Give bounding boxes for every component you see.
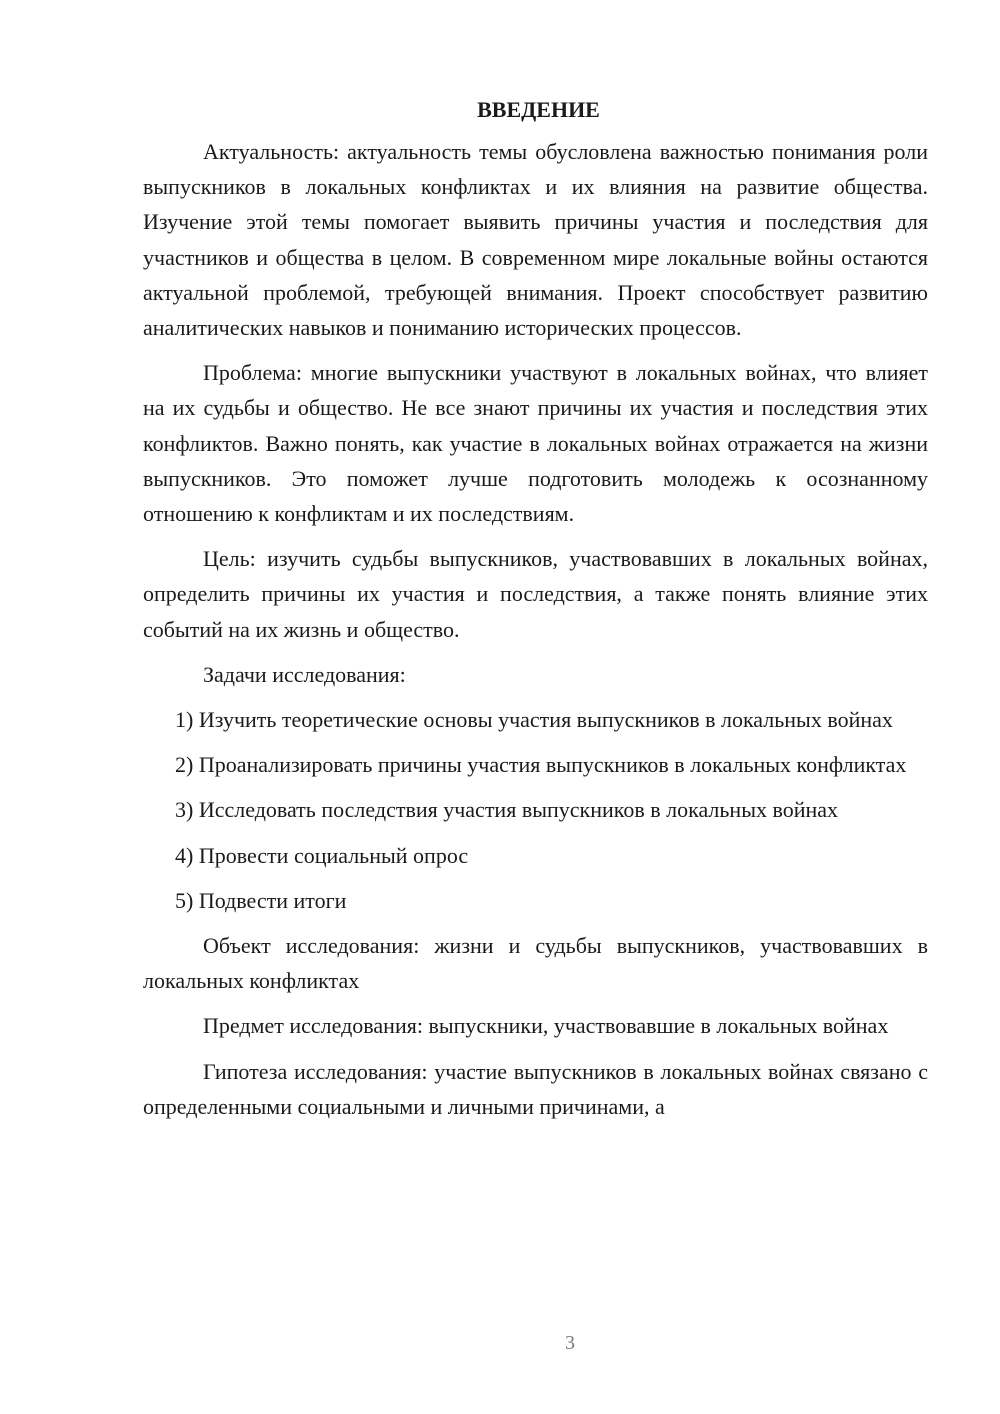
paragraph-relevance: Актуальность: актуальность темы обусловлена важностью понимания роли выпускников в локальных конфликтах и их влияния на развитие общества. Изучение этой темы помогает выявить причины участия и последствия для участников и общества в целом. В современном мире локальные войны остаются актуальной проблемой, требующей внимания. Проект способствует развитию аналитических навыков и пониманию исторических процессов.	[143, 139, 928, 341]
paragraph-subject: Предмет исследования: выпускники, участвовавшие в локальных войнах	[203, 1013, 889, 1039]
paragraph-object: Объект исследования: жизни и судьбы выпускников, участвовавших в локальных конфликтах	[143, 933, 928, 994]
paragraph-goal: Цель: изучить судьбы выпускников, участвовавших в локальных войнах, определить причины их участия и последствия, а также понять влияние этих событий на их жизнь и общество.	[143, 546, 928, 642]
page-number: 3	[565, 1332, 575, 1354]
task-item-4: 4) Провести социальный опрос	[175, 842, 469, 868]
document-page	[143, 92, 928, 1124]
tasks-heading: Задачи исследования:	[203, 661, 406, 687]
task-item-5: 5) Подвести итоги	[175, 887, 347, 913]
task-item-1: 1) Изучить теоретические основы участия выпускников в локальных войнах	[175, 707, 893, 733]
document-title: ВВЕДЕНИЕ	[477, 97, 600, 122]
paragraph-hypothesis: Гипотеза исследования: участие выпускников в локальных войнах связано с определенными социальными и личными причинами, а	[143, 1058, 928, 1119]
task-item-3: 3) Исследовать последствия участия выпускников в локальных войнах	[175, 797, 839, 823]
task-item-2: 2) Проанализировать причины участия выпускников в локальных конфликтах	[175, 752, 907, 778]
paragraph-problem: Проблема: многие выпускники участвуют в локальных войнах, что влияет на их судьбы и общество. Не все знают причины их участия и последствия этих конфликтов. Важно понять, как участие в локальных войнах отражается на жизни выпускников. Это поможет лучше подготовить молодежь к осознанному отношению к конфликтам и их последствиям.	[143, 360, 928, 527]
